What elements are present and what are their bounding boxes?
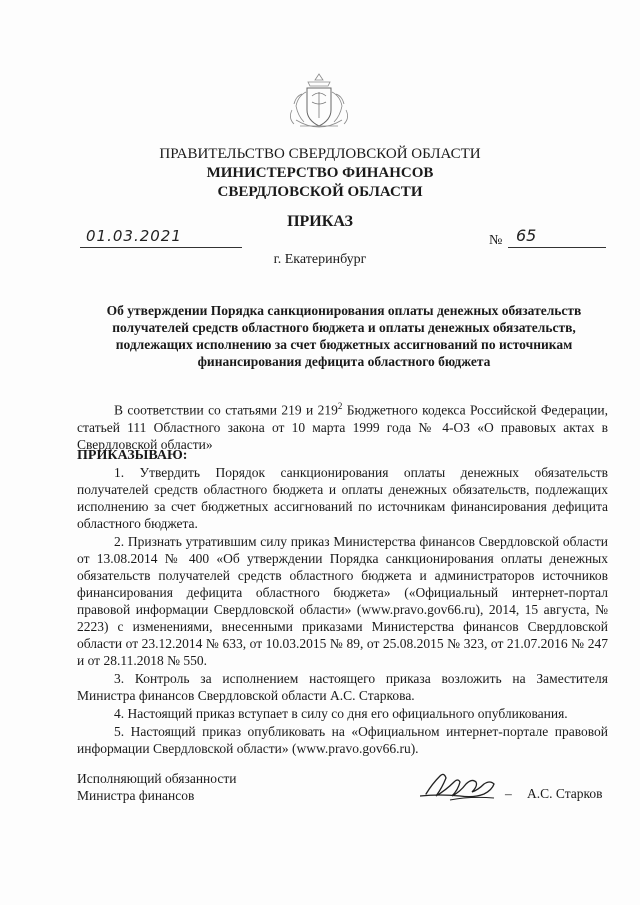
- signer-position: [77, 770, 236, 804]
- order-item-5: 5. Настоящий приказ опубликовать на «Официальном интернет-портале правовой информации Свердловской области» (www.pravo.gov66.ru).: [77, 724, 608, 756]
- preamble-part1: В соответствии со статьями 219 и 219: [114, 402, 338, 418]
- order-date-handwritten: 01.03.2021: [86, 227, 182, 245]
- signer-position-line2: Министра финансов: [77, 788, 195, 803]
- order-number-label: №: [489, 233, 503, 248]
- signature-dash: –: [505, 786, 512, 801]
- order-item-2: 2. Признать утратившим силу приказ Министерства финансов Свердловской области от 13.08.2014 № 400 «Об утверждении Порядка санкционирования оплаты денежных обязательств получателей средств областного бюджета и администраторов источников финансирования дефицита областного бюджета» («Официальный интернет-портал правовой информации Свердловской области» (www.pravo.gov66.ru), 2014, 15 августа, № 2223) с изменениями, внесенными приказами Министерства финансов Свердловской области от 23.12.2014 № 633, от 10.03.2015 № 89, от 25.08.2015 № 323, от 21.07.2016 № 247 и от 28.11.2018 № 550.: [77, 534, 608, 668]
- order-item-4: 4. Настоящий приказ вступает в силу со дня его официального опубликования.: [114, 706, 568, 721]
- decree-word: ПРИКАЗЫВАЮ:: [77, 448, 188, 463]
- order-items: [77, 464, 608, 758]
- coat-of-arms-emblem: [282, 70, 356, 136]
- order-item-3: 3. Контроль за исполнением настоящего приказа возложить на Заместителя Министра финансов Свердловской области А.С. Старкова.: [77, 671, 608, 703]
- order-date-field: [80, 229, 242, 248]
- handwritten-signature: [420, 766, 518, 806]
- order-number-handwritten: 65: [516, 226, 537, 245]
- signer-position-line1: Исполняющий обязанности: [77, 771, 237, 786]
- order-title: ПРИКАЗ: [287, 213, 353, 230]
- signer-name: А.С. Старков: [527, 786, 603, 801]
- government-name: ПРАВИТЕЛЬСТВО СВЕРДЛОВСКОЙ ОБЛАСТИ: [159, 146, 481, 162]
- order-subject: Об утверждении Порядка санкционирования оплаты денежных обязательств получателей средств областного бюджета и оплаты денежных обязательств, подлежащих исполнению за счет бюджетных ассигнований по источникам финансирования дефицита областного бюджета: [106, 303, 582, 369]
- preamble: [77, 398, 608, 453]
- preamble-superscript: 2: [337, 401, 343, 411]
- order-city: г. Екатеринбург: [273, 252, 367, 267]
- region-name: СВЕРДЛОВСКОЙ ОБЛАСТИ: [217, 184, 423, 200]
- order-number-field: [508, 226, 606, 248]
- ministry-name: МИНИСТЕРСТВО ФИНАНСОВ: [206, 165, 434, 181]
- preamble-part2: Бюджетного кодекса Российской Федерации, статьей 111 Областного закона от 10 марта 1999 года № 4-ОЗ «О правовых актах в Свердловской области»: [77, 402, 608, 452]
- order-item-1: 1. Утвердить Порядок санкционирования оплаты денежных обязательств получателей средств областного бюджета и оплаты денежных обязательств, подлежащих исполнению за счет бюджетных ассигнований по источникам финансирования дефицита областного бюджета.: [77, 465, 608, 531]
